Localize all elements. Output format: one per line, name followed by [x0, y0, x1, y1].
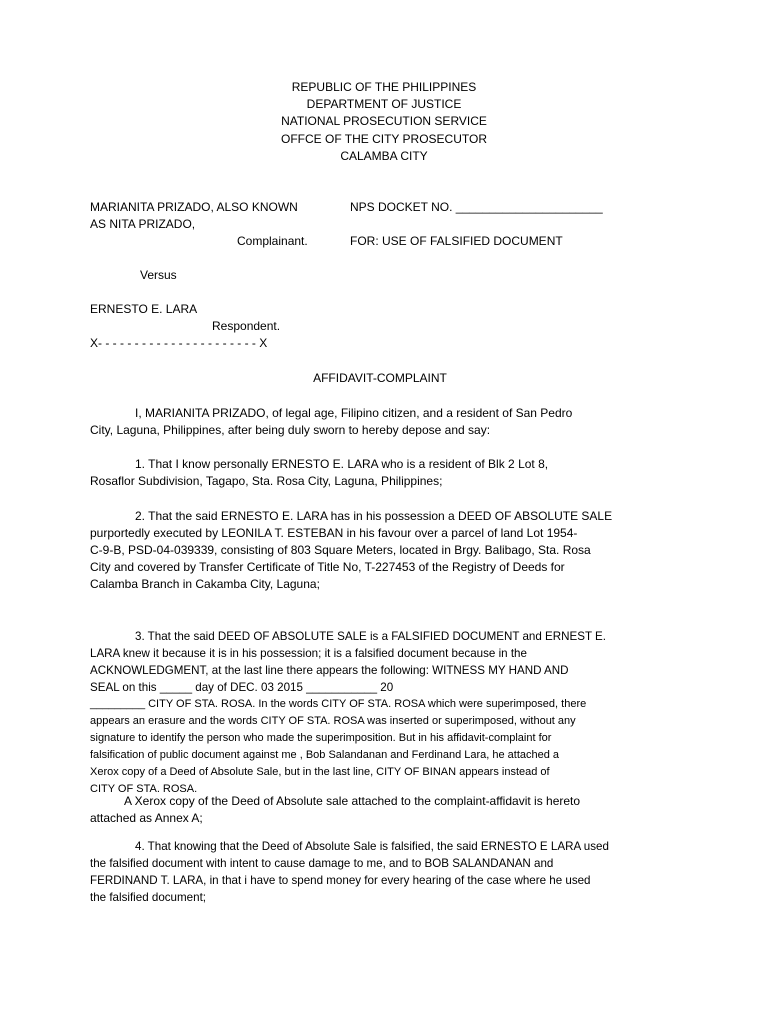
- document-title: AFFIDAVIT-COMPLAINT: [313, 371, 447, 385]
- header-service: NATIONAL PROSECUTION SERVICE: [281, 114, 487, 129]
- complainant-role: Complainant.: [237, 234, 308, 248]
- paragraph-2: [90, 508, 676, 593]
- respondent-role: Respondent.: [212, 319, 281, 333]
- paragraph-line: City and covered by Transfer Certificate of Title No, T-227453 of the Registry of Deeds for: [90, 560, 565, 574]
- paragraph-4: [90, 838, 676, 906]
- respondent-name: ERNESTO E. LARA: [90, 302, 198, 316]
- paragraph-line: purportedly executed by LEONILA T. ESTEBAN in his favour over a parcel of land Lot 1954-: [90, 526, 578, 540]
- document-header: [0, 79, 768, 165]
- paragraph-line: 1. That I know personally ERNESTO E. LARA who is a resident of Blk 2 Lot 8,: [135, 457, 549, 471]
- paragraph-line: City, Laguna, Philippines, after being duly sworn to hereby depose and say:: [90, 423, 491, 437]
- paragraph-line: the falsified document with intent to cause damage to me, and to BOB SALANDANAN and: [90, 857, 554, 870]
- docket-number: NPS DOCKET NO. ______________________: [350, 200, 603, 214]
- paragraph-line: falsification of public document against me , Bob Salandanan and Ferdinand Lara, he attached a: [90, 749, 560, 761]
- paragraph-line: CITY OF STA. ROSA.: [90, 783, 198, 795]
- paragraph-line: SEAL on this _____ day of DEC. 03 2015 ___________ 20: [90, 681, 394, 694]
- complainant-name-line2: AS NITA PRIZADO,: [90, 217, 196, 231]
- paragraph-line: Xerox copy of a Deed of Absolute Sale, but in the last line, CITY OF BINAN appears instead of: [90, 766, 550, 778]
- case-nature: FOR: USE OF FALSIFIED DOCUMENT: [350, 234, 563, 248]
- paragraph-1: [90, 456, 676, 490]
- paragraph-line: 4. That knowing that the Deed of Absolute Sale is falsified, the said ERNESTO E LARA used: [135, 840, 609, 853]
- annex-paragraph: [90, 793, 676, 827]
- header-city: CALAMBA CITY: [340, 148, 428, 163]
- paragraph-line: _________ CITY OF STA. ROSA. In the words CITY OF STA. ROSA which were superimposed, there: [90, 698, 587, 710]
- header-department: DEPARTMENT OF JUSTICE: [306, 97, 462, 112]
- paragraph-line: 3. That the said DEED OF ABSOLUTE SALE is a FALSIFIED DOCUMENT and ERNEST E.: [135, 630, 607, 643]
- paragraph-line: Rosaflor Subdivision, Tagapo, Sta. Rosa City, Laguna, Philippines;: [90, 474, 443, 488]
- paragraph-line: FERDINAND T. LARA, in that i have to spend money for every hearing of the case where he used: [90, 874, 591, 887]
- paragraph-line: I, MARIANITA PRIZADO, of legal age, Filipino citizen, and a resident of San Pedro: [135, 406, 573, 420]
- complainant-name-line1: MARIANITA PRIZADO, ALSO KNOWN: [90, 200, 298, 214]
- paragraph-line: 2. That the said ERNESTO E. LARA has in his possession a DEED OF ABSOLUTE SALE: [135, 509, 613, 523]
- paragraph-line: C-9-B, PSD-04-039339, consisting of 803 Square Meters, located in Brgy. Balibago, Sta. Rosa: [90, 543, 591, 557]
- header-office: OFFCE OF THE CITY PROSECUTOR: [280, 131, 488, 146]
- intro-paragraph: [90, 405, 676, 439]
- paragraph-line: appears an erasure and the words CITY OF STA. ROSA was inserted or superimposed, without any: [90, 715, 576, 727]
- paragraph-3: [90, 628, 676, 798]
- paragraph-line: ACKNOWLEDGMENT, at the last line there appears the following: WITNESS MY HAND AND: [90, 664, 569, 677]
- versus-label: Versus: [140, 268, 177, 282]
- header-republic: REPUBLIC OF THE PHILIPPINES: [291, 80, 477, 94]
- paragraph-line: signature to identify the person who made the superimposition. But in his affidavit-complaint for: [90, 732, 552, 744]
- paragraph-line: LARA knew it because it is in his possession; it is a falsified document because in the: [90, 647, 527, 660]
- paragraph-line: attached as Annex A;: [90, 811, 203, 825]
- paragraph-line: A Xerox copy of the Deed of Absolute sale attached to the complaint-affidavit is hereto: [124, 794, 581, 808]
- paragraph-line: the falsified document;: [90, 891, 207, 904]
- paragraph-line: Calamba Branch in Cakamba City, Laguna;: [90, 577, 320, 591]
- caption-separator: X- - - - - - - - - - - - - - - - - - - - - - X: [90, 336, 268, 350]
